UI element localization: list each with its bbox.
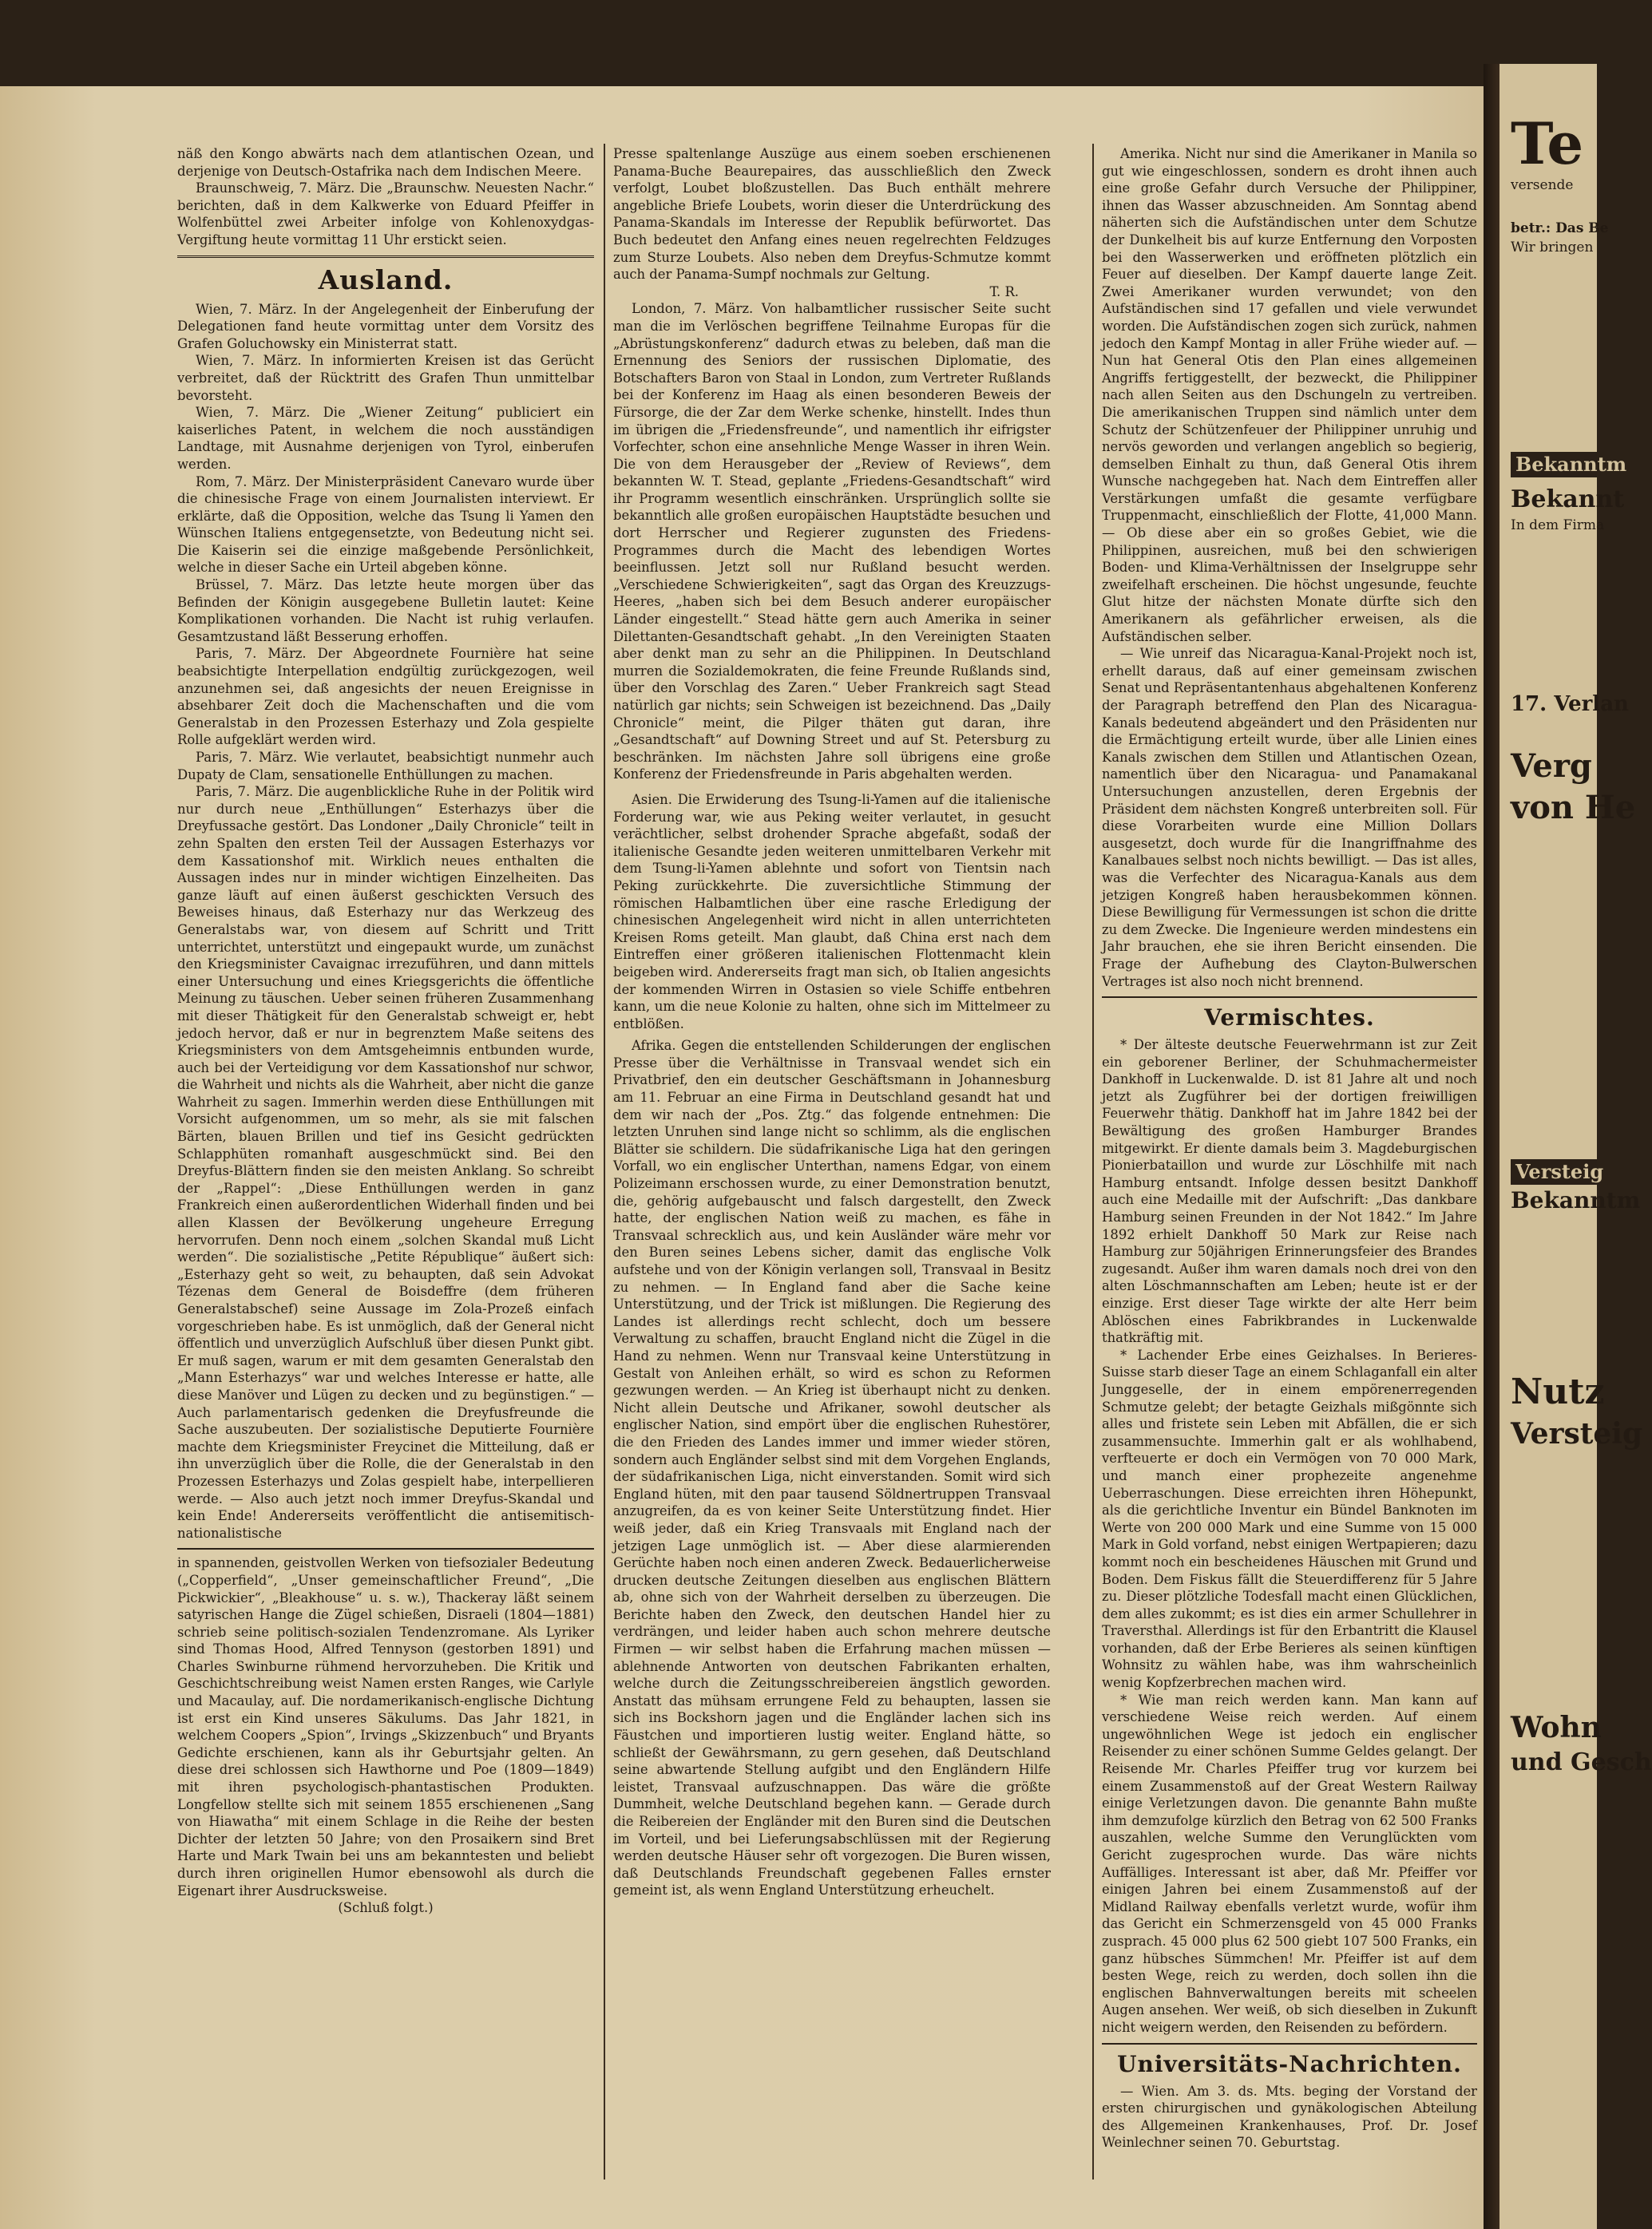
article-paragraph: * Der älteste deutsche Feuerwehrmann ist zur Zeit ein geborener Berliner, der Schuhmachermeister Dankhoff in Luckenwalde. D. ist 81 Jahre alt und noch jetzt als Zugführer bei der dortigen freiwilligen Feuerwehr thätig. Dankhoff hat im Jahre 1842 bei der Bewältigung des großen Hamburger Brandes mitgewirkt. Er diente damals beim 3. Magdeburgischen Pionierbataillon und wurde zur Löschhilfe mit nach Hamburg entsandt. Infolge dessen besitzt Dankhoff auch eine Medaille mit der Aufschrift: „Das dankbare Hamburg seinen Freunden in der Not 1842.“ Im Jahre 1892 erhielt Dankhoff 50 Mark zur Reise nach Hamburg zur 50jährigen Erinnerungsfeier des Brandes zugesandt. Außer ihm waren damals noch drei von den alten Löschmannschaften am Leben; heute ist er der einzige. Erst dieser Tage wirkte der alte Herr beim Ablöschen eines Fabrikbrandes in Luckenwalde thatkräftig mit. — [1102, 1037, 1477, 1346]
fragment-line: und Gesch — [1511, 1748, 1652, 1776]
article-paragraph: London, 7. März. Von halbamtlicher russischer Seite sucht man die im Verlöschen begriffene Teilnahme Europas für die „Abrüstungskonferenz“ dadurch etwas zu beleben, daß man die Ernennung des Seniors der russischen Diplomatie, des Botschafters Baron von Staal in London, zum Vertreter Rußlands bei der Konferenz im Haag als einen besonderen Beweis der Fürsorge, die der Zar dem Werke schenke, hinstellt. Indes thun im übrigen die „Friedensfreunde“, und namentlich ihr eifrigster Vorfechter, schon eine ansehnliche Menge Wasser in ihren Wein. Die von dem Herausgeber der „Review of Reviews“, dem bekannten W. T. Stead, geplante „Friedens-Gesandtschaft“ wird ihr Programm wesentlich einschränken. Ursprünglich sollte sie bekanntlich alle großen europäischen Hauptstädte besuchen und dort Herrscher und Regierer zugunsten des Friedens-Programmes durch die Macht des lebendigen Wortes beeinflussen. Jetzt soll nur Rußland besucht werden. „Verschiedene Schwierigkeiten“, sagt das Organ des Kreuzzugs-Heeres, „haben sich bei dem Besuch anderer europäischer Länder eingestellt.“ Stead hätte gern auch Amerika in seiner Dilettanten-Gesandtschaft gehabt. „In den Vereinigten Staaten aber denkt man zu sehr an die Philippinen. In Deutschland murren die Sozialdemokraten, die feine Freunde Rußlands sind, über den Vorschlag des Zaren.“ Ueber Frankreich sagt Stead natürlich gar nichts; sein Schweigen ist bezeichnend. Das „Daily Chronicle“ meint, die Pilger thäten gut daran, ihre „Gesandtschaft“ auf Downing Street und auf St. Petersburg zu beschränken. Im nächsten Jahre soll übrigens eine große Konferenz der Friedensfreunde in Paris abgehalten werden. — [613, 301, 1051, 782]
fragment-line: Nutz — [1511, 1372, 1605, 1412]
article-paragraph: Afrika. Gegen die entstellenden Schilderungen der englischen Presse über die Verhältnisse in Transvaal wendet sich ein Privatbrief, den ein deutscher Geschäftsmann in Johannesburg am 11. Februar an eine Firma in Deutschland gesandt hat und dem wir nach der „Pos. Ztg.“ das folgende entnehmen: Die letzten Unruhen sind lange nicht so schlimm, als die englischen Blätter sie schildern. Die südafrikanische Liga hat den geringen Vorfall, wo ein englischer Unterthan, namens Edgar, von einem Polizeimann erschossen wurde, zu einer Demonstration benutzt, die, gehörig aufgebauscht und falsch dargestellt, den Zweck hatte, der englischen Nation weiß zu machen, es fähe in Transvaal schrecklich aus, und kein Ausländer wäre mehr vor den Buren seines Lebens sicher, damit das englische Volk aufstehe und von der Königin verlangen soll, Transvaal in Besitz zu nehmen. — In England fand aber die Sache keine Unterstützung, und der Trick ist mißlungen. Die Regierung des Landes ist allerdings recht schlecht, doch um bessere Verwaltung zu schaffen, braucht England nicht die Zügel in die Hand zu nehmen. Wenn nur Transvaal keine Unterstützung in Gestalt von Anleihen erhält, so wird es schon zu Reformen gezwungen werden. — An Krieg ist überhaupt nicht zu denken. Nicht allein Deutsche und Afrikaner, sowohl deutscher als englischer Nation, sind empört über die englischen Ruhestörer, die den Frieden des Landes immer und immer wieder stören, sondern auch Engländer selbst sind mit dem Vorgehen Englands, der südafrikanischen Liga, nicht einverstanden. Somit wird sich England hüten, mit den paar tausend Söldnertruppen Transvaal anzugreifen, da es von keiner Seite Unterstützung findet. Hier weiß jeder, daß ein Krieg Transvaals mit England nach der jetzigen Lage unmöglich ist. — Aber diese alarmierenden Gerüchte haben noch einen anderen Zweck. Bedauerlicherweise drucken deutsche Zeitungen dieselben aus englischen Blättern ab, ohne sich von der Wahrheit derselben zu überzeugen. Die Berichte haben den Zweck, den deutschen Handel hier zu verdrängen, und leider haben auch schon mehrere deutsche Firmen — wir selbst haben die Erfahrung machen müssen — ablehnende Antworten von deutschen Fabrikanten erhalten, welche durch die Zeitungsschreibereien ängstlich geworden. Anstatt das mühsam errungene Feld zu behaupten, lassen sie sich ins Bockshorn jagen und die Engländer lachen sich ins Fäustchen und importieren lustig weiter. England hätte, so schließt der Gewährsmann, zu gern gesehen, daß Deutschland seine abwartende Stellung aufgibt und den Engländern Hilfe leistet, Transvaal aufzuschnappen. Das wäre die größte Dummheit, welche Deutschland begehen kann. — Gerade durch die Reibereien der Engländer mit den Buren sind die Deutschen im Vorteil, und bei Lieferungsabschlüssen mit der Regierung werden deutsche Häuser sehr oft vorgezogen. Die Buren wissen, daß Deutschlands Freundschaft gegebenen Falles ernster gemeint ist, als wenn England Unterstützung erheuchelt. — [613, 1038, 1051, 1898]
notice-header: Versteig — [1511, 1159, 1597, 1185]
fragment-line: Verg — [1511, 747, 1592, 785]
article-paragraph: Brüssel, 7. März. Das letzte heute morgen über das Befinden der Königin ausgegebene Bulletin lautet: Keine Komplikationen vorhanden. Die Nacht ist ruhig verlaufen. Gesamtzustand läßt Besserung erhoffen. — [177, 577, 594, 644]
adjacent-page-strip — [1499, 64, 1652, 2229]
fragment-line: Bekanntm — [1511, 1187, 1641, 1213]
section-heading-vermischtes: Vermischtes. — [1204, 1004, 1375, 1031]
author-signature: T. R. — [989, 283, 1019, 299]
section-divider — [1102, 2043, 1477, 2045]
article-paragraph: näß den Kongo abwärts nach dem atlantischen Ozean, und derjenige von Deutsch-Ostafrika nach dem Indischen Meere. — [177, 146, 594, 179]
article-paragraph: — Wien. Am 3. ds. Mts. beging der Vorstand der ersten chirurgischen und gynäkologischen Abteilung des Allgemeinen Krankenhauses, Prof. Dr. Josef Weinlechner seinen 70. Geburtstag. — [1102, 2083, 1477, 2151]
article-paragraph: Paris, 7. März. Der Abgeordnete Fournière hat seine beabsichtigte Interpellation endgültig zurückgezogen, weil anzunehmen sei, daß angesichts der neuen Ereignisse in absehbarer Zeit doch die Machenschaften und die vom Generalstab in den Prozessen Esterhazy und Zola gespielte Rolle aufgeklärt werden wird. — [177, 646, 594, 748]
column-2 — [613, 145, 1051, 2189]
column-rule — [604, 144, 605, 2180]
fragment-line: 17. Verlan — [1511, 692, 1629, 716]
section-heading-universitaet: Universitäts-Nachrichten. — [1117, 2050, 1462, 2077]
fragment-line: Versteig — [1511, 1417, 1643, 1451]
article-paragraph: Asien. Die Erwiderung des Tsung-li-Yamen auf die italienische Forderung war, wie aus Peking weiter verlautet, in gesucht verächtlicher, selbst drohender Sprache abgefaßt, sodaß der italienische Gesandte jeden weiteren unmittelbaren Verkehr mit dem Tsung-li-Yamen ablehnte und sofort von Tientsin nach Peking zurückkehrte. Die zuversichtliche Stimmung der römischen Halbamtlichen über eine rasche Erledigung der chinesischen Angelegenheit wird nicht in allen unterrichteten Kreisen Roms geteilt. Man glaubt, daß China erst nach dem Eintreffen einer größeren italienischen Flottenmacht klein beigeben wird. Andererseits fragt man sich, ob Italien angesichts der kommenden Wirren in Ostasien so viele Schiffe entbehren kann, um die neue Kolonie zu halten, ohne sich im Mittelmeer zu entblößen. — [613, 791, 1051, 1031]
fragment-line: In dem Firma — [1511, 517, 1605, 533]
section-divider — [1102, 996, 1477, 998]
article-paragraph: Wien, 7. März. In informierten Kreisen ist das Gerücht verbreitet, daß der Rücktritt des Grafen Thun unmittelbar bevorsteht. — [177, 353, 594, 403]
feuilleton-divider — [177, 1548, 594, 1550]
article-paragraph: — Wie unreif das Nicaragua-Kanal-Projekt noch ist, erhellt daraus, daß auf einer gemeinsam zwischen Senat und Repräsentantenhaus abgehaltenen Konferenz der Paragraph betreffend den Plan des Nicaragua-Kanals bedeutend abgeändert und den Präsidenten nur die Ermächtigung erteilt wurde, über alle Linien eines Kanals zwischen dem Stillen und Atlantischen Ozean, namentlich über den Nicaragua- und Panamakanal Untersuchungen anzustellen, deren Ergebnis der Präsident dem nächsten Kongreß unterbreiten soll. Für diese Vorarbeiten wurde eine Million Dollars ausgesetzt, doch wurde für die Inangriffnahme des Kanalbaues selbst noch nichts bewilligt. — Das ist alles, was die Verfechter des Nicaragua-Kanals aus dem jetzigen Kongreß haben herausbekommen können. Diese Bewilligung für Vermessungen ist schon die dritte zu dem Zwecke. Die Ingenieure werden mindestens ein Jahr brauchen, ehe sie ihren Bericht einsenden. Die Frage der Aufhebung des Clayton-Bulwerschen Vertrages ist also noch nicht brennend. — [1102, 646, 1477, 989]
article-paragraph: Amerika. Nicht nur sind die Amerikaner in Manila so gut wie eingeschlossen, sondern es droht ihnen auch eine große Gefahr durch Versuche der Philippiner, ihnen das Wasser abzuschneiden. Am Sonntag abend näherten sich die Aufständischen unter dem Schutze der Dunkelheit bis auf kurze Entfernung den Vorposten bei den Wasserwerken und eröffneten plötzlich ein Feuer auf dieselben. Der Kampf dauerte lange Zeit. Zwei Amerikaner wurden verwundet; von den Aufständischen sind 17 gefallen und viele verwundet worden. Die Aufständischen zogen sich zurück, nahmen jedoch den Kampf Montag in aller Frühe wieder auf. — Nun hat General Otis den Plan eines allgemeinen Angriffs fertiggestellt, der bezweckt, die Philippiner nach allen Seiten aus den Dschungeln zu vertreiben. Die amerikanischen Truppen sind nämlich unter dem Schutz der Schützenfeuer der Philippiner unruhig und nervös geworden und verlangen angeblich so begierig, demselben Einhalt zu thun, daß General Otis ihrem Wunsche nachgegeben hat. Nach dem Eintreffen aller Verstärkungen umfaßt die gesamte verfügbare Truppenmacht, einschließlich der Flotte, 41,000 Mann. — Ob diese aber ein so großes Gebiet, wie die Philippinen, ausreichen, muß bei den schwierigen Boden- und Klima-Verhältnissen der Inselgruppe sehr zweifelhaft erscheinen. Die höchst ungesunde, feuchte Glut hitze der nächsten Monate dürfte sich den Amerikanern als gefährlicher erweisen, als die Aufständischen selber. — [1102, 146, 1477, 644]
article-paragraph: Paris, 7. März. Wie verlautet, beabsichtigt nunmehr auch Dupaty de Clam, sensationelle Enthüllungen zu machen. — [177, 750, 594, 782]
column-3 — [1102, 145, 1477, 2189]
article-paragraph: * Wie man reich werden kann. Man kann auf verschiedene Weise reich werden. Auf einem ungewöhnlichen Wege ist jedoch ein englischer Reisender zu einer schönen Summe Geldes gelangt. Der Reisende Mr. Charles Pfeiffer trug vor kurzem bei einem Zusammenstoß auf der Great Western Railway einige Verletzungen davon. Die genannte Bahn mußte ihm demzufolge kürzlich den Betrag von 62 500 Franks auszahlen, welche Summe den Verunglückten vom Gericht zugesprochen wurde. Das wäre nichts Auffälliges. Interessant ist aber, daß Mr. Pfeiffer vor einigen Jahren bei einem Zusammenstoß auf der Midland Railway ebenfalls verletzt wurde, wofür ihm das Gericht ein Schmerzensgeld von 45 000 Franks zusprach. 45 000 plus 62 500 giebt 107 500 Franks, ein ganz hübsches Sümmchen! Mr. Pfeiffer ist auf dem besten Wege, reich zu werden, doch sollen ihn die englischen Bahnverwaltungen bereits mit scheelen Augen ansehen. Wer weiß, ob sich dieselben in Zukunft nicht weigern werden, den Reisenden zu befördern. — [1102, 1692, 1477, 2035]
continuation-note: (Schluß folgt.) — [338, 1900, 434, 1916]
article-paragraph: Braunschweig, 7. März. Die „Braunschw. Neuesten Nachr.“ berichten, daß in dem Kalkwerke von Eduard Pfeiffer in Wolfenbüttel zwei Arbeiter infolge von Kohlenoxydgas-Vergiftung heute vormittag 11 Uhr erstickt seien. — [177, 180, 594, 247]
column-1 — [177, 145, 594, 2189]
article-paragraph: Presse spaltenlange Auszüge aus einem soeben erschienenen Panama-Buche Beaurepaires, das ausschließlich den Zweck verfolgt, Loubet bloßzustellen. Das Buch enthält mehrere angebliche Briefe Loubets, worin dieser die Unterdrückung des Panama-Skandals im Interesse der Republik befürwortet. Das Buch bedeutet den Anfang eines neuen regelrechten Feldzuges zum Sturze Loubets. Also neben dem Dreyfus-Schmutze kommt auch der Panama-Sumpf nochmals zur Geltung. — [613, 146, 1051, 283]
article-paragraph: Wien, 7. März. Die „Wiener Zeitung“ publiciert ein kaiserliches Patent, in welchem die noch ausständigen Landtage, mit Ausnahme derjenigen von Tyrol, einberufen werden. — [177, 405, 594, 472]
notice-header: Bekanntm — [1511, 452, 1597, 477]
article-paragraph: Wien, 7. März. In der Angelegenheit der Einberufung der Delegationen fand heute vormittag unter dem Vorsitz des Grafen Goluchowsky ein Ministerrat statt. — [177, 301, 594, 351]
article-paragraph: Rom, 7. März. Der Ministerpräsident Canevaro wurde über die chinesische Frage von einem Journalisten interviewt. Er erklärte, daß die Opposition, welche das Tsung li Yamen den Wünschen Italiens entgegensetzte, von Bedeutung nicht sei. Die Kaiserin sei die einzige maßgebende Persönlichkeit, welche in dieser Sache ein Urteil abgeben könne. — [177, 473, 594, 576]
article-paragraph: Paris, 7. März. Die augenblickliche Ruhe in der Politik wird nur durch neue „Enthüllungen“ Esterhazys über die Dreyfussache gestört. Das Londoner „Daily Chronicle“ teilt in zehn Spalten den ersten Teil der Aussagen Esterhazys vor dem Kassationshof mit. Wirklich neues enthalten die Aussagen indes nur in minder wichtigen Einzelheiten. Das ganze läuft auf einen äußerst geschickten Versuch des Beweises hinaus, daß Esterhazy nur das Werkzeug des Generalstabs war, von diesem auf Schritt und Tritt unterrichtet, unterstützt und eingepaukt wurde, um zunächst den Kriegsminister Cavaignac irrezuführen, und dann mittels einer Untersuchung und eines Kriegsgerichts die öffentliche Meinung zu täuschen. Ueber seinen früheren Zusammenhang mit dieser Thätigkeit für den Generalstab schweigt er, hebt jedoch hervor, daß er nur in begrenztem Maße seitens des Kriegsministers von dem Amtsgeheimnis entbunden wurde, auch bei der Verteidigung vor dem Kassationshof nur schwor, die Wahrheit und nichts als die Wahrheit, aber nicht die ganze Wahrheit zu sagen. Immerhin werden diese Enthüllungen mit Vorsicht aufgenommen, um so mehr, als sie mit falschen Bärten, blauen Brillen und tief ins Gesicht gedrückten Schlapphüten romanhaft ausgeschmückt sind. Bei den Dreyfus-Blättern finden sie den meisten Anklang. So schreibt der „Rappel“: „Diese Enthüllungen werden in ganz Frankreich einen außerordentlichen Widerhall finden und bei allen Klassen der Bevölkerung ungeheure Erregung hervorrufen. Denn noch einem „solchen Skandal muß Licht werden“. Die sozialistische „Petite République“ äußert sich: „Esterhazy geht so weit, zu behaupten, daß sein Advokat Tézenas dem General de Boisdeffre (dem früheren Generalstabschef) seine Aussage im Zola-Prozeß einfach vorgeschrieben habe. Es ist unmöglich, daß der General nicht öffentlich und unverzüglich Aufschluß über diesen Punkt gibt. Er muß sagen, warum er mit dem gesamten Generalstab den „Mann Esterhazys“ war und welches Interesse er hatte, alle diese Manöver und Lügen zu decken und zu begünstigen.“ — Auch parlamentarisch gedenken die Dreyfusfreunde die Sache auszubeuten. Der sozialistische Deputierte Fournière machte dem Kriegsminister Freycinet die Mitteilung, daß er ihn unverzüglich über die Rolle, die der Generalstab in den Prozessen Esterhazys und Zolas gespielt habe, interpellieren werde. — Also auch jetzt noch immer Dreyfus-Skandal und kein Ende! Andererseits veröffentlicht die antisemitisch-nationalistische — [177, 784, 594, 1541]
article-paragraph: * Lachender Erbe eines Geizhalses. In Berieres-Suisse starb dieser Tage an einem Schlaganfall ein alter Junggeselle, der in einem empörenerregenden Schmutze gelebt; der betagte Geizhals mißgönnte sich alles und fristete sein Leben mit Abfällen, die er sich zusammensuchte. Immerhin galt er als wohlhabend, verfteuerte er doch ein Vermögen von 70 000 Mark, und manch einer prophezeite angenehme Ueberraschungen. Diese erreichten ihren Höhepunkt, als die gerichtliche Inventur ein Bündel Banknoten im Werte von 200 000 Mark und eine Summe von 15 000 Mark in Gold vorfand, nebst einigen Wertpapieren; dazu kommt noch ein bescheidenes Häuschen mit Grund und Boden. Dem Fiskus fällt die Steuerdifferenz für 5 Jahre zu. Dieser plötzliche Todesfall macht einen Glücklichen, dem alles zukommt; es ist dies ein armer Schullehrer in Traversthal. Allerdings ist für den Erbantritt die Klausel vorhanden, daß der Erbe Berieres als seinen künftigen Wohnsitz zu wählen habe, was ihm wahrscheinlich wenig Kopfzerbrechen machen wird. — [1102, 1347, 1477, 1691]
fragment-line: Wir bringen — [1511, 240, 1594, 255]
fragment-line: betr.: Das Be — [1511, 220, 1609, 236]
column-rule — [1092, 144, 1094, 2180]
masthead-fragment: Te — [1511, 109, 1584, 177]
fragment-line: Wohn — [1511, 1711, 1602, 1744]
fragment-line: von He — [1511, 789, 1636, 826]
section-divider — [177, 255, 594, 258]
feuilleton-paragraph: in spannenden, geistvollen Werken von tiefsozialer Bedeutung („Copperfield“, „Unser gemeinschaftlicher Freund“, „Die Pickwickier“, „Bleakhouse“ u. s. w.), Thackeray läßt seinem satyrischen Hange die Zügel schießen, Disraeli (1804—1881) schrieb seine politisch-sozialen Tendenzromane. Als Lyriker sind Thomas Hood, Alfred Tennyson (gestorben 1891) und Charles Swinburne rühmend hervorzuheben. Die Kritik und Geschichtschreibung weist Namen ersten Ranges, wie Carlyle und Macaulay, auf. Die nordamerikanisch-englische Dichtung ist erst ein Kind unseres Säkulums. Das Jahr 1821, in welchem Coopers „Spion“, Irvings „Skizzenbuch“ und Bryants Gedichte erschienen, kann als ihr Geburtsjahr gelten. An diese drei schlossen sich Hawthorne und Poe (1809—1849) mit ihren psychologisch-phantastischen Produkten. Longfellow stellte sich mit seinem 1855 erschienenen „Sang von Hiawatha“ mit einem Schlage in die Reihe der besten Dichter der letzten 50 Jahre; von den Prosaikern sind Bret Harte und Mark Twain bei uns am bekanntesten und beliebt durch ihren originellen Humor ebensowohl als durch die Eigenart ihrer Ausdrucksweise. — [177, 1555, 594, 1898]
book-gutter — [1484, 64, 1499, 2229]
section-heading-ausland: Ausland. — [318, 263, 454, 295]
fragment-line: versende — [1511, 177, 1574, 193]
fragment-line: Bekannt — [1511, 485, 1625, 513]
